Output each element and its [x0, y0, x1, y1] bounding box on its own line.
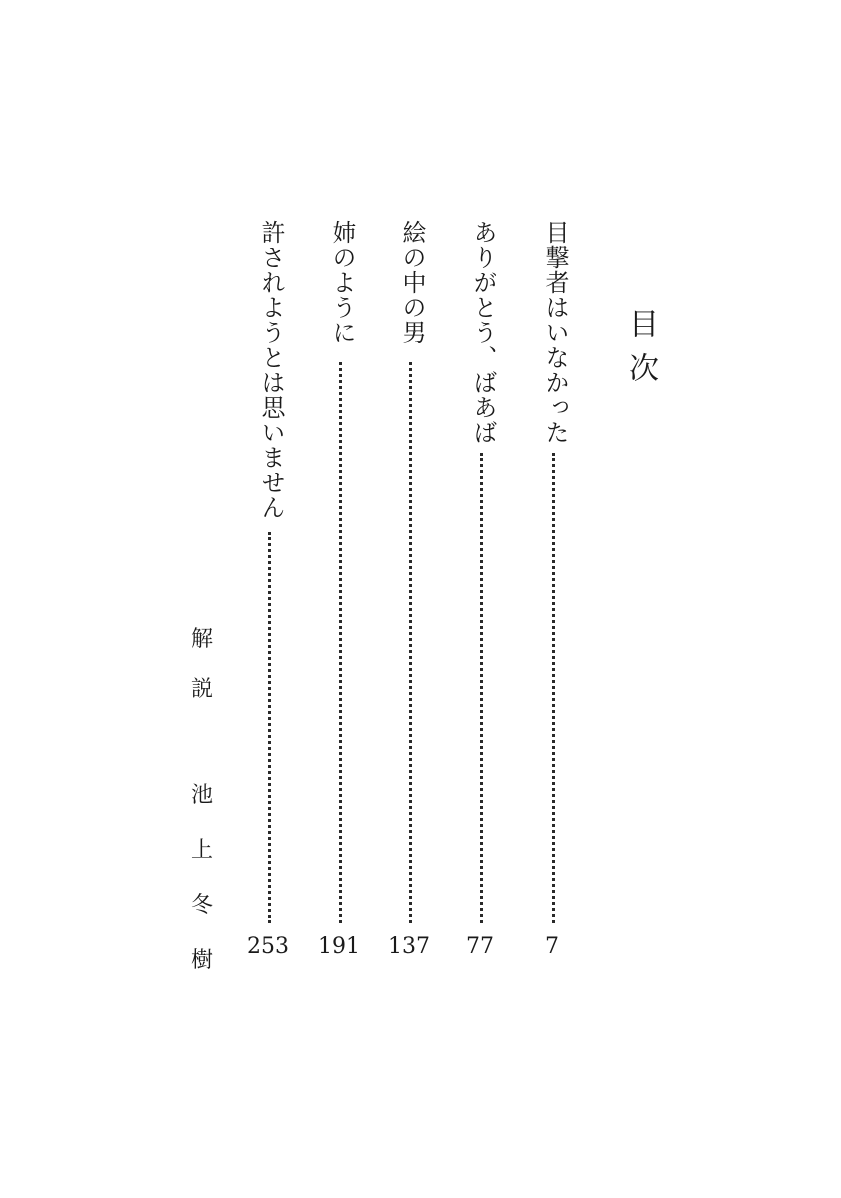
commentary-label: [182, 620, 222, 720]
toc-entry-title[interactable]: ありがとう、ばあば: [469, 220, 497, 445]
toc-page-number: 191: [318, 934, 360, 959]
toc-page-number: 253: [247, 934, 289, 959]
commentary-char: 池: [190, 783, 213, 808]
commentary-author: [182, 776, 222, 996]
toc-leader-dots: [339, 362, 345, 923]
toc-entry-title[interactable]: 姉のように: [328, 220, 356, 345]
toc-leader-dots: [409, 362, 415, 923]
toc-page-number: 7: [545, 934, 559, 959]
toc-title: 目次: [623, 308, 658, 396]
toc-leader-dots: [480, 453, 486, 923]
commentary-block: [182, 620, 222, 996]
toc-entry-title[interactable]: 目撃者はいなかった: [541, 220, 569, 445]
commentary-char: 説: [190, 677, 213, 702]
toc-leader-dots: [268, 532, 274, 923]
commentary-char: 上: [190, 838, 213, 863]
commentary-char: 冬: [190, 893, 213, 918]
toc-entry-title[interactable]: 許されようとは思いません: [257, 220, 285, 520]
commentary-char: 樹: [190, 948, 213, 973]
toc-page-number: 137: [388, 934, 430, 959]
toc-leader-dots: [552, 453, 558, 923]
toc-entry-title[interactable]: 絵の中の男: [398, 220, 426, 345]
commentary-char: 解: [190, 627, 213, 652]
toc-page-number: 77: [466, 934, 494, 959]
